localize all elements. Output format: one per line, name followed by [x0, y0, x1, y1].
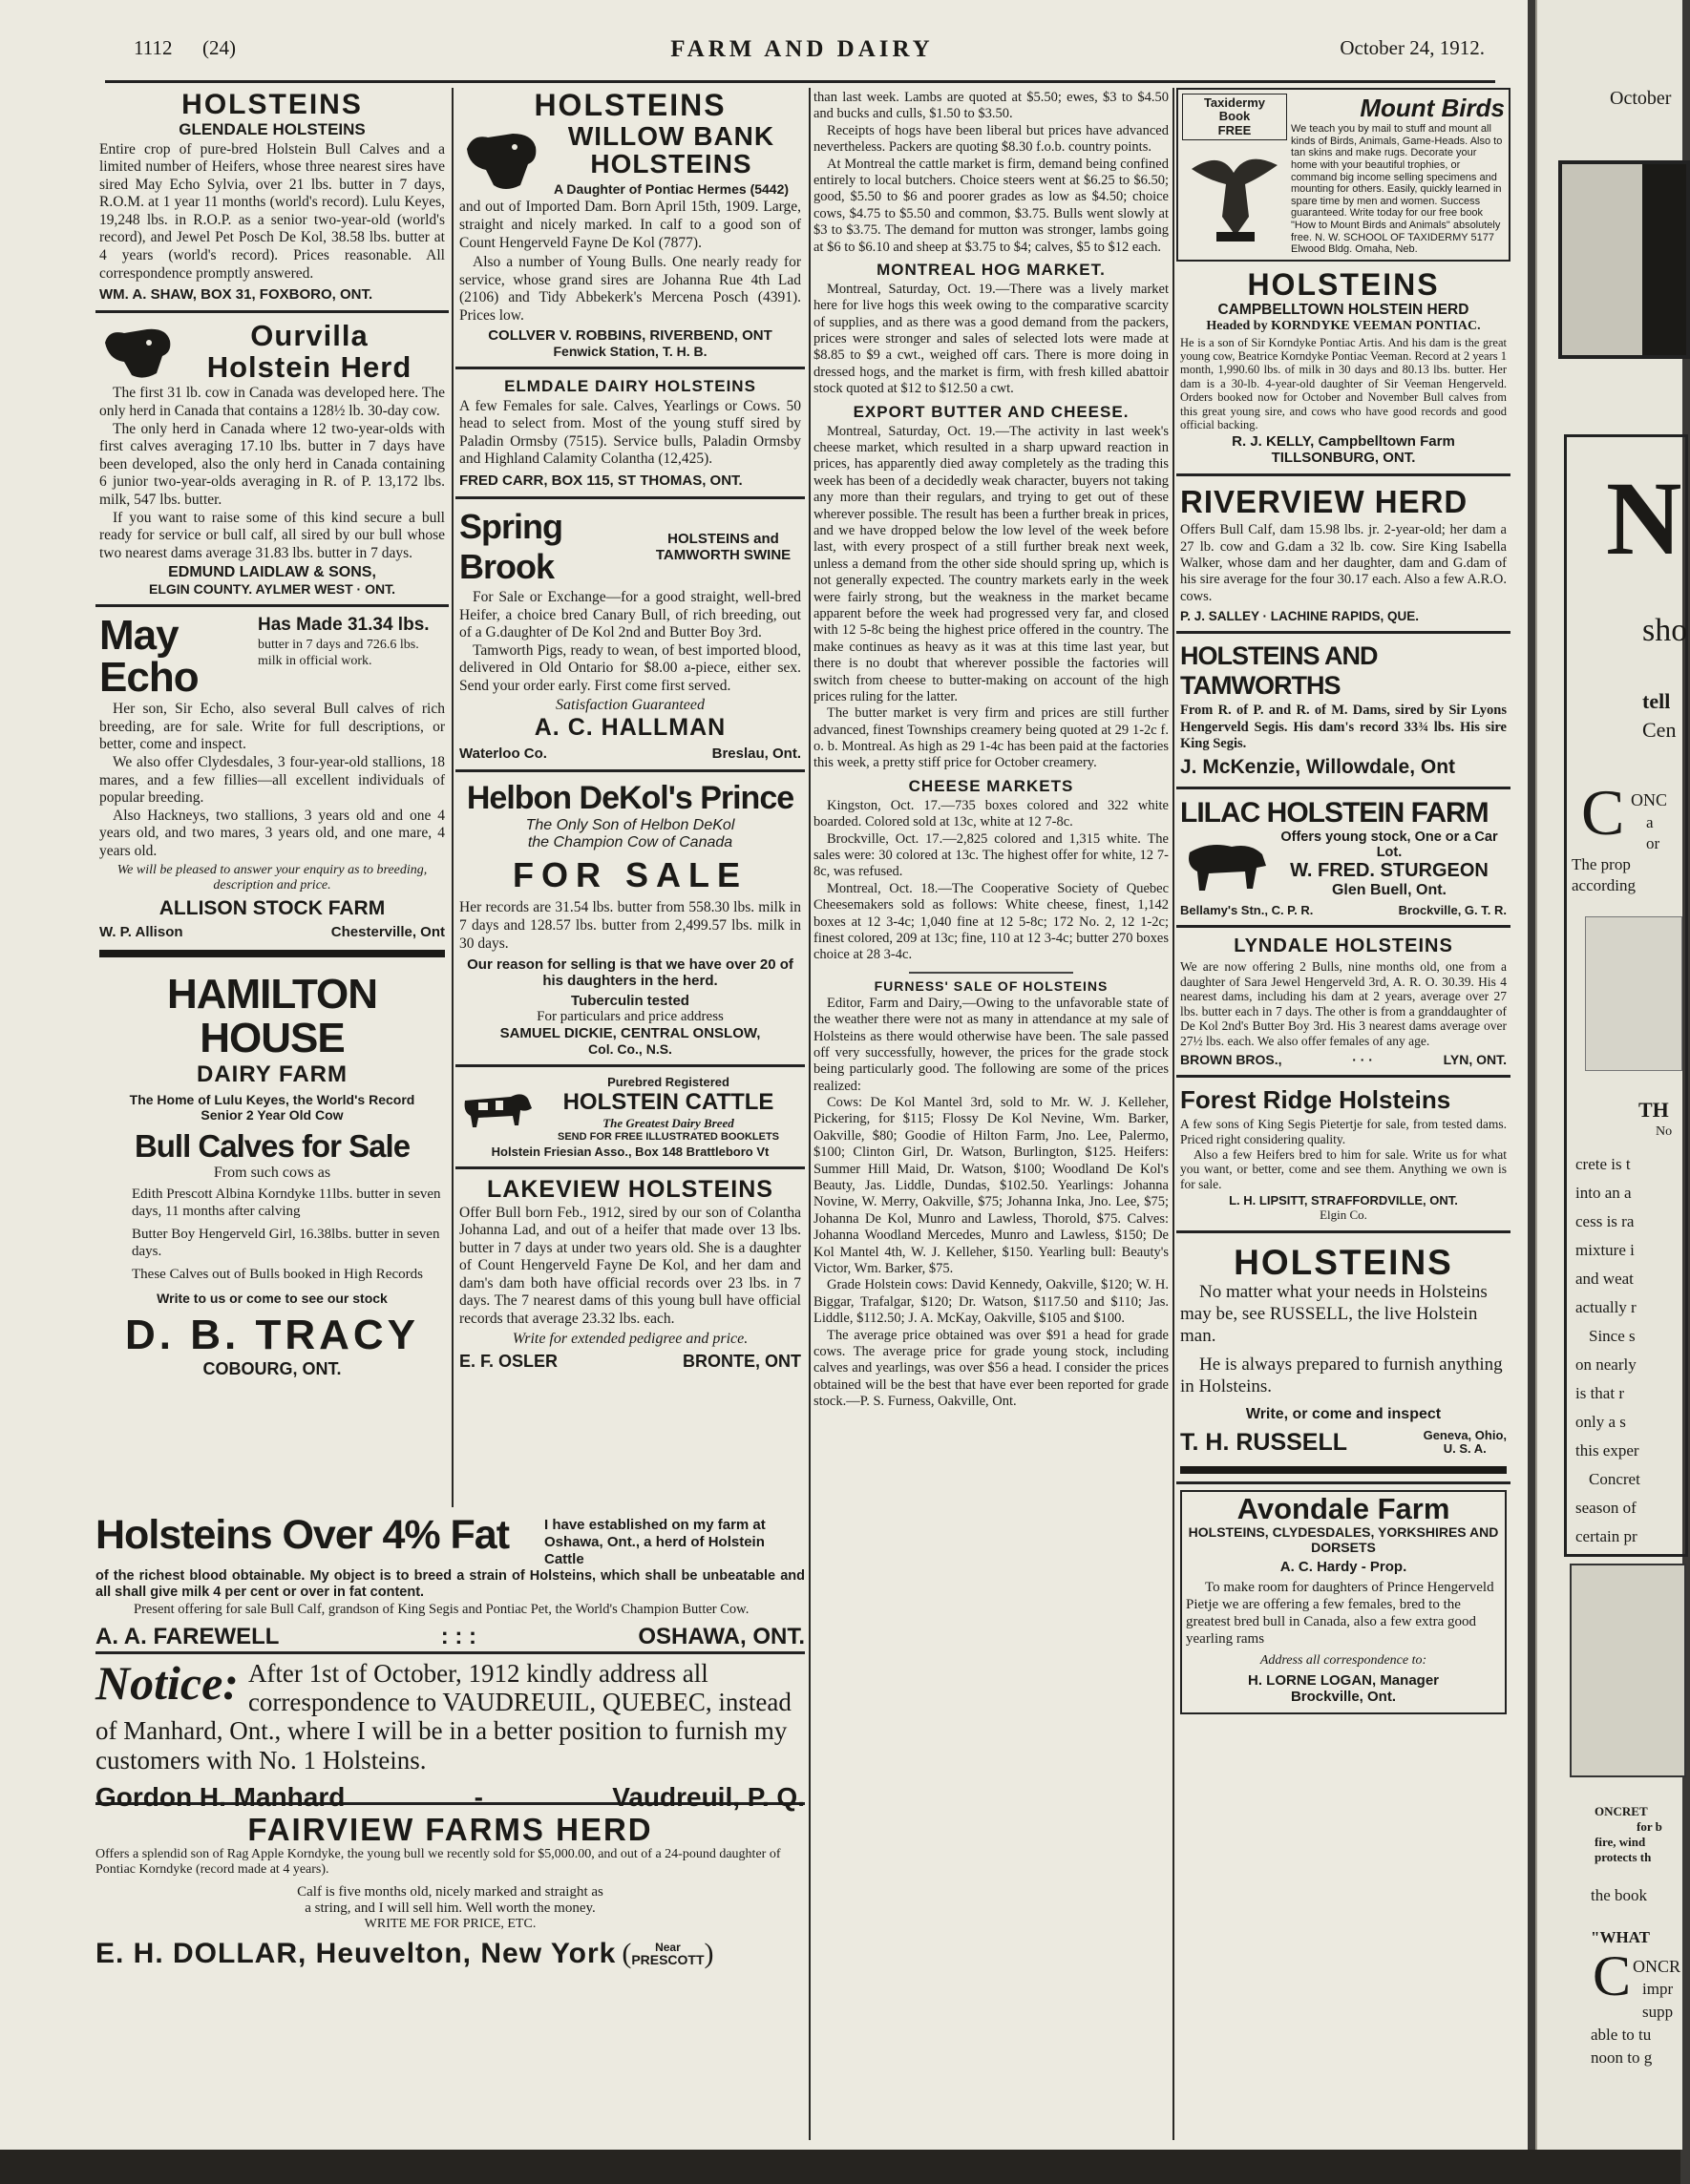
cow-icon	[459, 1083, 536, 1135]
ad-signature: WM. A. SHAW, BOX 31, FOXBORO, ONT.	[99, 286, 373, 304]
adjacent-letter: C	[1593, 1944, 1632, 2007]
adjacent-text: for b	[1637, 1819, 1662, 1834]
ad-tagline: A Daughter of Pontiac Hermes (5442)	[553, 181, 790, 198]
ad-signature: L. H. LIPSITT, STRAFFORDVILLE, ONT.	[1229, 1193, 1458, 1208]
news-paragraph: The average price obtained was over $91 a head for grade cows. The average price for grade young stock, including calves and yearlings, was over $56 a head. I consider the prices obtained will be the best that have ever been reported for grade stock.—P. S. Furness, Oakville, Ont.	[813, 1327, 1169, 1410]
adjacent-text: Cen	[1642, 718, 1677, 742]
adjacent-text: on nearly	[1575, 1355, 1637, 1374]
adjacent-letter: N	[1606, 460, 1682, 577]
adjacent-text: ONC	[1631, 790, 1668, 809]
column-4	[1176, 88, 1510, 2140]
news-heading: CHEESE MARKETS	[908, 776, 1074, 795]
ad-body: Offers a splendid son of Rag Apple Korndyke, the young bull we recently sold for $5,000.00, and out of a 24-pound daughter of Pontiac Korndyke (record made at 4 years).	[95, 1846, 781, 1878]
badge-line: Taxidermy	[1203, 95, 1266, 110]
ad-signature: Brockville, G. T. R.	[1398, 903, 1507, 918]
ad-line: WRITE ME FOR PRICE, ETC.	[364, 1917, 537, 1932]
adjacent-text: season of	[1575, 1499, 1637, 1517]
ad-lakeview	[455, 1175, 805, 1378]
ad-signature: W. P. Allison	[99, 924, 183, 941]
adjacent-letter: C	[1581, 776, 1625, 849]
breeder-location: COBOURG, ONT.	[202, 1358, 342, 1378]
page-number: 1112 (24)	[134, 36, 236, 59]
news-paragraph: Editor, Farm and Dairy,—Owing to the unfavorable state of the weather there were not as many in attendance at my sale of Holsteins as there would otherwise have been. The sale passed off very successfully, however, the prices for the grade stock being particularly good. The following are some of the prices realized:	[813, 995, 1169, 1094]
breeder-location: Glen Buell, Ont.	[1331, 882, 1447, 899]
ad-signature: Holstein Friesian Asso., Box 148 Brattleboro Vt	[491, 1144, 770, 1160]
ad-tagline: Headed by KORNDYKE VEEMAN PONTIAC.	[1206, 318, 1481, 333]
adjacent-text: into an a	[1575, 1184, 1632, 1202]
ad-paragraph: Also a number of Young Bulls. One nearly ready for service, whose grand sires are Johanna Rue 4th Lad (2106) and Tidy Abbekerk's Mercena Posch (4391). Prices low.	[459, 254, 801, 324]
ad-line: From such cows as	[213, 1164, 331, 1181]
ad-subtitle: GLENDALE HOLSTEINS	[179, 119, 366, 138]
ad-russell	[1176, 1239, 1510, 1484]
ad-line: Calf is five months old, nicely marked and straight as	[297, 1884, 603, 1900]
column-1	[95, 88, 449, 1507]
adjacent-text: noon to g	[1591, 2048, 1653, 2067]
ad-title: ELMDALE DAIRY HOLSTEINS	[504, 376, 756, 395]
ad-body: Her records are 31.54 lbs. butter from 558.30 lbs. milk in 7 days and 128.57 lbs. butter from 2,499.57 lbs. milk in 30 days.	[459, 899, 801, 952]
ad-signature: Fenwick Station, T. H. B.	[553, 343, 708, 359]
ad-title: LAKEVIEW HOLSTEINS	[487, 1176, 773, 1204]
ad-signature: Vaudreuil, P. Q.	[612, 1781, 805, 1812]
ad-title: Avondale Farm	[1236, 1491, 1450, 1525]
ad-title: Helbon DeKol's Prince	[466, 780, 794, 817]
news-paragraph: Montreal, Saturday, Oct. 19.—There was a lively market here for live hogs this week owing to the comparative scarcity of supplies, and as there was a good demand from the packers, prices were stronger and sales of selected lots were made at $8.85 to $9 a cwt., weighed off cars. There is more doing in dressed hogs, and the market is firm, with fresh killed abattoir stock quoted at $12 to $12.50 a cwt.	[813, 281, 1169, 397]
ad-title: RIVERVIEW HERD	[1180, 484, 1468, 520]
adjacent-text: crete is t	[1575, 1155, 1631, 1173]
masthead: FARM AND DAIRY	[670, 36, 934, 62]
ad-body: Present offering for sale Bull Calf, grandson of King Segis and Pontiac Pet, the World's Champion Butter Cow.	[134, 1601, 750, 1617]
news-paragraph: The butter market is very firm and prices are still further advanced, finest Townships creamery being quoted at 29 1-2c f. o. b. Montreal. As high as 29 1-4c has been paid at the factories this week, a pretty stiff price for October creamery.	[813, 705, 1169, 771]
ad-title: May Echo	[99, 612, 199, 702]
ad-signature: Gordon H. Manhard	[95, 1781, 346, 1812]
news-paragraph: Grade Holstein cows: David Kennedy, Oakville, $120; W. H. Biggar, Trafalgar, $120; Dr. Watson, $117.50 and $110; Jas. Liddle, $112.50; J. A. McKay, Oakville, $105 and $100.	[813, 1277, 1169, 1327]
adjacent-page-edge	[1535, 0, 1688, 2150]
news-heading: FURNESS' SALE OF HOLSTEINS	[874, 977, 1109, 994]
breeder-location: Geneva, Ohio,	[1423, 1428, 1507, 1443]
adjacent-text: ONCRET	[1595, 1804, 1648, 1818]
ad-paragraph: Also Hackneys, two stallions, 3 years old and one 4 years old, and two mares, 3 years old, and one mare, 4 years old.	[99, 807, 445, 860]
ad-paragraph: If you want to raise some of this kind secure a bull ready for service or bull calf, all sired by our bull whose two nearest dams average 31.83 lbs. butter in 7 days.	[99, 509, 445, 561]
bull-head-icon	[459, 126, 541, 193]
ad-title: Ourvilla	[250, 319, 369, 353]
adjacent-text: only a s	[1575, 1413, 1626, 1431]
ad-body: We are now offering 2 Bulls, nine months old, one from a daughter of Sara Jewel Hengerveld 3rd, A. R. O. 30.39. His 4 nearest dams, including his dam at 2 years, average over 27 lbs. butter each in 7 days. The other is from a granddaughter of De Kol 2nd's Butter Boy 3rd. His 3 nearest dams average over 27½ lbs. each. We also offer females of any age.	[1180, 959, 1507, 1048]
news-paragraph: Montreal, Saturday, Oct. 19.—The activity in last week's cheese market, which resulted in a sharp upward reaction in prices, has apparently died away completely as the trading this week has been of a decidedly weak character, buyers not taking any more than their regulars, and trying to get out of these wherever possible. The result has been a further break in prices, and we have dropped below the low level of the week before last, with every prospect of a still further break next week, unless a demand from the other side should spring up, which is not generally expected. The country markets early in the week were fairly strong, but the weakness in the market became apparent before the week had progressed very far, and closed with 12 5-8c being the highest price offered in the country. The make continues as heavy as it was at this time last year, but there is no doubt that wherever possible the factories will switch from cheese to butter-making on account of the high prices ruling for the latter.	[813, 423, 1169, 704]
ad-subtitle: I have established on my farm at Oshawa, Ont., a herd of Holstein Cattle	[544, 1517, 766, 1567]
ad-title: HOLSTEINS	[1247, 267, 1440, 303]
ad-subtitle: WILLOW BANK	[567, 120, 775, 151]
ad-lilac	[1176, 795, 1510, 928]
ad-title: Holstein Herd	[206, 349, 412, 384]
ad-signature: P. J. SALLEY · LACHINE RAPIDS, QUE.	[1180, 609, 1420, 624]
ad-tagline: The Home of Lulu Keyes, the World's Record Senior 2 Year Old Cow	[129, 1091, 415, 1123]
ad-title: Forest Ridge Holsteins	[1180, 1085, 1451, 1115]
ad-body: Entire crop of pure-bred Holstein Bull Calves and a limited number of Heifers, whose three nearest sires have sired May Echo Sylvia, over 21 lbs. butter in 7 days, R.O.M. at 1 year 11 months (world's record). Lulu Keyes, 19,248 lbs. in R.O.P. as a senior two-year-old (world's record), and Jewel Pet Posch De Kol, 38.58 lbs. butter at 4 years (world's record). Prices reasonable. All correspondence promptly answered.	[99, 140, 445, 282]
ad-signature: Elgin Co.	[1320, 1208, 1367, 1223]
adjacent-text: Concret	[1589, 1470, 1640, 1488]
breeder-location: U. S. A.	[1443, 1441, 1487, 1457]
cow-head-icon	[99, 324, 174, 381]
breeder-name: D. B. TRACY	[125, 1311, 419, 1358]
ad-title: FAIRVIEW FARMS HERD	[247, 1812, 653, 1847]
ad-paragraph: The first 31 lb. cow in Canada was developed here. The only herd in Canada that contains a 128½ lb. 30-day cow.	[99, 385, 445, 419]
ad-subtitle: Purebred Registered	[607, 1075, 729, 1090]
ad-signature: TILLSONBURG, ONT.	[1271, 450, 1416, 467]
scan-bottom-edge	[0, 2150, 1680, 2184]
ad-subtitle: HOLSTEINS and	[667, 530, 779, 547]
ad-lyndale	[1176, 934, 1510, 1078]
ad-mayecho	[95, 613, 449, 965]
column-rule	[809, 88, 811, 2140]
ad-title: LYNDALE HOLSTEINS	[1234, 935, 1453, 957]
ad-signature: BROWN BROS.,	[1180, 1052, 1282, 1068]
ad-paragraph: We also offer Clydesdales, 3 four-year-old stallions, 18 mares, and a few fillies—all excellent individuals of popular breeding.	[99, 754, 445, 807]
ad-signature: SAMUEL DICKIE, CENTRAL ONSLOW,	[499, 1025, 761, 1042]
ad-title: HOLSTEIN CATTLE	[562, 1089, 774, 1116]
column-3-market-news	[813, 88, 1169, 2140]
issue-date: October 24, 1912.	[1340, 36, 1485, 59]
ad-note: Write for extended pedigree and price.	[512, 1330, 749, 1347]
ad-signature: H. LORNE LOGAN, Manager	[1247, 1672, 1440, 1690]
ad-forest-ridge	[1176, 1083, 1510, 1233]
ad-title: HOLSTEINS	[181, 89, 363, 120]
ad-headline: Bull Calves for Sale	[134, 1127, 411, 1164]
adjacent-text: and weat	[1575, 1270, 1634, 1288]
ad-paragraph: For Sale or Exchange—for a good straight, well-bred Heifer, a choice bred Canary Bull, of rich breeding, out of a G.daughter of De Kol 2nd and Butter Boy 3rd.	[459, 588, 801, 641]
adjacent-illustration	[1570, 1564, 1686, 1777]
header-rule	[105, 80, 1495, 83]
ad-paragraph: A few sons of King Segis Pietertje for sale, from tested dams. Priced right considering quality.	[1180, 1117, 1507, 1146]
ad-title: HOLSTEINS	[1234, 1243, 1453, 1283]
ad-line: Our reason for selling is that we have over 20 of his daughters in the herd.	[467, 956, 793, 990]
adjacent-text: according	[1572, 876, 1637, 894]
adjacent-text: impr	[1642, 1980, 1674, 1998]
adjacent-text: a	[1646, 813, 1654, 831]
column-2	[455, 88, 805, 1507]
ad-tagline: The Greatest Dairy Breed	[602, 1116, 734, 1131]
ad-farewell	[95, 1513, 805, 1654]
ad-line: Tuberculin tested	[571, 993, 689, 1010]
news-heading: MONTREAL HOG MARKET.	[877, 260, 1106, 279]
ad-signature: Breslau, Ont.	[711, 746, 801, 763]
adjacent-text: is that r	[1575, 1384, 1624, 1402]
ad-tagline: Offers young stock, One or a Car Lot.	[1280, 830, 1498, 861]
ad-divider: -	[474, 1781, 483, 1812]
breeder-name: A. C. HALLMAN	[534, 714, 727, 742]
ad-spring-brook	[455, 505, 805, 773]
ad-body: Offer Bull born Feb., 1912, sired by our son of Colantha Johanna Lad, and out of a heifer that made over 13 lbs. butter in 7 days at under two years old. She is a daughter of Count Hengerveld Fayne De Kol, and her dam and dam's dam both have official records over 23 lbs. in 7 days. The 7 nearest dams of this young bull have official records that average 23.32 lbs. each.	[459, 1204, 801, 1328]
ad-paragraph: Tamworth Pigs, ready to wean, of best imported blood, delivered in Old Ontario for $8.00 a-piece, either sex. Send your order early. First come first served.	[459, 641, 801, 694]
adjacent-text: ONCR	[1633, 1957, 1681, 1976]
breeder-name: T. H. RUSSELL	[1180, 1428, 1348, 1456]
ad-title: Spring Brook	[459, 506, 562, 586]
ad-signature: COLLVER V. ROBBINS, RIVERBEND, ONT	[488, 326, 772, 344]
news-paragraph: Kingston, Oct. 17.—735 boxes colored and 322 white boarded. Colored sold at 13c, white at 12 7-8c.	[813, 797, 1169, 830]
ad-signature: LYN, ONT.	[1443, 1052, 1507, 1068]
ad-hamilton-house	[95, 971, 449, 1386]
ad-riverview	[1176, 482, 1510, 634]
adjacent-text: fire, wind	[1595, 1835, 1646, 1849]
eagle-icon	[1182, 140, 1285, 245]
adjacent-text: "WHAT	[1591, 1928, 1651, 1946]
ad-signature: Chesterville, Ont	[330, 924, 445, 941]
ad-body: and out of Imported Dam. Born April 15th, 1909. Large, straight and nicely marked. In calf to a good son of Count Hengerveld Fayne De Kol (7877).	[459, 199, 801, 251]
ad-line: Write, or come and inspect	[1245, 1405, 1442, 1422]
ad-signature: J. McKenzie, Willowdale, Ont	[1180, 756, 1456, 779]
ad-taxidermy	[1176, 88, 1510, 262]
ad-signature: OSHAWA, ONT.	[638, 1624, 805, 1650]
adjacent-text: Since s	[1589, 1327, 1636, 1345]
ad-body: To make room for daughters of Prince Hengerveld Pietje we are offering a few females, bred to the greatest bred bull in Canada, also a few extra good yearling rams	[1186, 1580, 1494, 1648]
ad-owner: A. C. Hardy - Prop.	[1279, 1559, 1407, 1576]
ad-paragraph: Her son, Sir Echo, also several Bull calves of rich breeding, are for sale. Write for full descriptions, or better, come and inspect.	[99, 701, 445, 753]
ad-signature: Bellamy's Stn., C. P. R.	[1180, 903, 1314, 918]
ad-title: HOLSTEINS	[534, 88, 727, 122]
ad-holstein-cattle	[455, 1073, 805, 1169]
for-sale-label: FOR SALE	[512, 855, 748, 895]
adjacent-text: mixture i	[1575, 1241, 1635, 1259]
ad-title: Mount Birds	[1360, 94, 1505, 122]
ad-title: LILAC HOLSTEIN FARM	[1180, 797, 1489, 830]
ad-signature: E. H. DOLLAR, Heuvelton, New York	[95, 1938, 617, 1970]
ad-campbelltown	[1176, 267, 1510, 476]
ad-signature: Brockville, Ont.	[1290, 1689, 1397, 1706]
news-heading: EXPORT BUTTER AND CHEESE.	[853, 402, 1130, 421]
adjacent-text: or	[1646, 834, 1660, 852]
news-paragraph: Cows: De Kol Mantel 3rd, sold to Mr. W. J. Kelleher, Pickering, for $115; Flossy De Kol Nevine, Wm. Barker, Oakville, $80; Goodie of Hilton Farm, Jno. Lee, Palermo, $100; Clinton Girl, Dr. Watson, Burlington, $125. Heifers: Summer Hill Maid, Dr. Watson, $100; Woodland De Kol's Beauty, Jas. Liddle, Dundas, $102.50. Yearlings: Johanna Novine, W. Merry, Oakville, $75; Johanna Inka, Jno. Lee, $75; Johanna De Kol, Munro and Lawless, Thorold, $75. Calves: Johanna Woodland Mercedes, Munro and Lawless, $150; De Kol Mantel 4th, W. J. Kelleher, $150. Yearling bull: Beauty's Victor, Wm. Barker, $75.	[813, 1095, 1169, 1276]
adjacent-banner	[1558, 160, 1690, 359]
ad-divider: : : :	[440, 1624, 477, 1650]
separator	[909, 972, 1073, 974]
adjacent-illustration	[1585, 916, 1682, 1071]
ad-line: Write to us or come to see our stock	[157, 1290, 388, 1306]
ad-subtitle: DAIRY FARM	[196, 1060, 348, 1087]
adjacent-text: this exper	[1575, 1441, 1639, 1460]
ad-subtitle: CAMPBELLTOWN HOLSTEIN HERD	[1217, 301, 1469, 318]
adjacent-text: protects th	[1595, 1850, 1652, 1864]
adjacent-text: No	[1656, 1124, 1673, 1139]
ad-title: HOLSTEINS AND TAMWORTHS	[1180, 641, 1378, 701]
ad-title: HAMILTON HOUSE	[166, 971, 378, 1062]
prescott-label: PRESCOTT	[631, 1952, 705, 1968]
news-paragraph: Brockville, Oct. 17.—2,825 colored and 1,315 white. The sales were: 30 colored at 13c. The highest offer for white, 12 7-8c, was refused.	[813, 830, 1169, 880]
ad-body: We teach you by mail to stuff and mount all kinds of Birds, Animals, Game-Heads. Also to tan skins and make rugs. Decorate your home with your beautiful trophies, or command big income selling specimens and mounting for others. Easily, quickly learned in spare time by men and women. Success guaranteed. Write today for our free book "How to Mount Birds and Animals" absolutely free. N. W. SCHOOL OF TAXIDERMY 5177 Elwood Bldg. Omaha, Neb.	[1291, 123, 1503, 256]
ad-signature: E. F. OSLER	[459, 1351, 559, 1371]
ad-line: For particulars and price address	[537, 1009, 724, 1025]
pedigree-line: Edith Prescott Albina Korndyke 11lbs. butter in seven days, 11 months after calving	[132, 1186, 441, 1219]
adjacent-text: actually r	[1575, 1298, 1637, 1316]
breeder-name: W. FRED. STURGEON	[1290, 860, 1489, 882]
ad-signature: A. A. FAREWELL	[95, 1624, 280, 1650]
pedigree-line: Butter Boy Hengerveld Girl, 16.38lbs. butter in seven days.	[132, 1226, 440, 1259]
adjacent-text: The prop	[1572, 855, 1631, 873]
ad-signature: Waterloo Co.	[459, 746, 547, 763]
ad-body: butter in 7 days and 726.6 lbs. milk in official work.	[258, 638, 419, 669]
adjacent-text: cess is ra	[1575, 1212, 1635, 1230]
badge-line: FREE	[1217, 122, 1252, 137]
ad-subtitle: Has Made 31.34 lbs.	[258, 615, 430, 636]
ad-body: Offers Bull Calf, dam 15.98 lbs. jr. 2-year-old; her dam a 27 lb. cow and G.dam a 32 lb. cow. Sire King Isabella Walker, whose dam and her daughter, dam and G.dam of his sire average for the four 30.17 each. Also a few A.R.O. cows.	[1180, 522, 1507, 604]
ad-subtitle: HOLSTEINS	[590, 148, 752, 178]
ad-signature: BRONTE, ONT	[683, 1351, 801, 1371]
near-label: Near	[655, 1941, 681, 1955]
ad-notice	[95, 1656, 805, 1812]
ad-body: From R. of P. and R. of M. Dams, sired by Sir Lyons Hengerveld Segis. His dam's record 33¾ lbs. His sire King Segis.	[1180, 703, 1507, 751]
news-paragraph: Receipts of hogs have been liberal but prices have advanced nevertheless. Packers are quoting $8.30 f.o.b. country points.	[813, 122, 1169, 156]
news-paragraph: At Montreal the cattle market is firm, demand being confined entirely to local butchers. Choice steers went at $6.25 to $6.50; good, $5.50 to $6 and poorer grades as low as $4.50; choice cows, $4.75 to $5.50 and common, $3.75. Bulls went slowly at $3 to $3.75. The demand for mutton was stronger, lambs going at $6 to $6.10 and sheep at $3.75 to $4; calves, $5 to $12 each.	[813, 156, 1169, 255]
ad-helbon	[455, 778, 805, 1067]
ad-mckenzie	[1176, 640, 1510, 789]
ad-tagline: the Champion Cow of Canada	[527, 834, 733, 851]
ad-body: After 1st of October, 1912 kindly address all correspondence to VAUDREUIL, QUEBEC, instead of Manhard, Ont., where I will be in a better position to furnish my customers with No. 1 Holsteins.	[95, 1659, 792, 1774]
ad-tagline: SEND FOR FREE ILLUSTRATED BOOKLETS	[557, 1131, 780, 1144]
ad-ourvilla	[95, 319, 449, 607]
bull-icon	[1180, 833, 1272, 896]
ad-body: He is always prepared to furnish anything in Holsteins.	[1180, 1354, 1503, 1397]
column-rule	[452, 88, 454, 1507]
ad-elmdale	[455, 375, 805, 499]
ad-note: Satisfaction Guaranteed	[556, 697, 705, 714]
ad-signature: ELGIN COUNTY. AYLMER WEST · ONT.	[149, 581, 395, 598]
ad-body: of the richest blood obtainable. My object is to breed a strain of Holsteins, which shall be unbeatable and all shall give milk 4 per cent or over in fat content.	[95, 1568, 805, 1601]
adjacent-text: the book	[1591, 1886, 1648, 1904]
ad-signature: R. J. KELLY, Campbelltown Farm	[1232, 433, 1455, 451]
ad-title: Holsteins Over 4% Fat	[95, 1512, 510, 1558]
ad-glendale	[95, 88, 449, 313]
ad-title: Notice:	[95, 1656, 239, 1710]
adjacent-text: able to tu	[1591, 2026, 1652, 2044]
pedigree-line: These Calves out of Bulls booked in High Records	[132, 1266, 423, 1282]
adjacent-text: TH	[1638, 1098, 1669, 1122]
adjacent-text: sho	[1642, 613, 1688, 648]
farm-name: ALLISON STOCK FARM	[158, 897, 386, 920]
adjacent-text: tell	[1642, 689, 1671, 713]
ad-paragraph: Also a few Heifers bred to him for sale. Write us for what you want, or better, come and see them. Anything we own is for sale.	[1180, 1146, 1507, 1191]
double-rule	[1180, 1466, 1507, 1474]
adjacent-header: October	[1610, 88, 1672, 109]
ad-divider: · · ·	[1352, 1052, 1373, 1068]
ad-line: a string, and I will sell him. Well worth the money.	[305, 1900, 596, 1917]
ad-note: Address all correspondence to:	[1259, 1653, 1427, 1669]
ad-willow-bank	[455, 88, 805, 369]
double-rule	[99, 950, 445, 957]
badge-line: Book	[1218, 109, 1251, 124]
ad-avondale	[1180, 1490, 1507, 1715]
ad-body: No matter what your needs in Holsteins may be, see RUSSELL, the live Holstein man.	[1180, 1281, 1488, 1346]
ad-subtitle: TAMWORTH SWINE	[655, 546, 792, 563]
ad-signature: Col. Co., N.S.	[588, 1041, 672, 1058]
ad-signature: FRED CARR, BOX 115, ST THOMAS, ONT.	[459, 472, 743, 489]
news-paragraph: Montreal, Oct. 18.—The Cooperative Society of Quebec Cheesemakers sold as follows: White cheese, finest, 1,142 boxes at 12 3-4c; 1,040 fine at 12 5-8c; 172 No. 2, 12 1-2c; finest colored, 209 at 13c; fine, 110 at 12 3-4c; butter 270 boxes choice at 28 3-4c.	[813, 880, 1169, 963]
adjacent-text: certain pr	[1575, 1527, 1637, 1545]
ad-body: A few Females for sale. Calves, Yearlings or Cows. 50 head to select from. Most of the young stuff sired by Paladin Ormsby (7515). Service bulls, Paladin Ormsby and Highland Calamity Colantha (12,425).	[459, 397, 801, 468]
ad-signature: EDMUND LAIDLAW & SONS,	[168, 564, 376, 581]
adjacent-text: supp	[1642, 2003, 1674, 2021]
column-rule	[1172, 88, 1174, 2140]
ad-tagline: The Only Son of Helbon DeKol	[525, 817, 735, 834]
ad-subtitle: HOLSTEINS, CLYDESDALES, YORKSHIRES AND DORSETS	[1188, 1524, 1499, 1556]
ad-paragraph: The only herd in Canada where 12 two-year-olds with first calves averaging 17.10 lbs. butter in 7 days have been developed, also the only herd in Canada containing 6 junior two-year-olds averaging in R. of P. 13,172 lbs. milk, 547 lbs. butter.	[99, 420, 445, 508]
news-paragraph: than last week. Lambs are quoted at $5.50; ewes, $3 to $4.50 and bucks and culls, $1.50 to $3.50.	[813, 90, 1169, 122]
ad-fairview: FAIRVIEW FARMS HERD Offers a splendid son of Rag Apple Korndyke, the young bull we recently sold for $5,000.00, and out of a 24-pound daughter of Pontiac Korndyke (record made at 4 years). Calf is five months old, nicely marked and straight as a string, and I will sell him. Well worth the money. WRITE ME FOR PRICE, ETC. E. H. DOLLAR, Heuvelton, New York ( Near PRESCOTT )	[95, 1812, 805, 2003]
ad-body: He is a son of Sir Korndyke Pontiac Artis. And his dam is the great young cow, Beatrice Korndyke Pontiac Veeman. Record at 2 years 1 month, 1,990.60 lbs. of milk in 30 days and 80.13 lbs. butter. Her dam is a 30-lb. 4-year-old daughter of Sir Veeman Hengerveld. Orders booked now for October and November Bull calves from this great young sire, and cows who have good records and good official backing.	[1180, 335, 1507, 431]
ad-note: We will be pleased to answer your enquiry as to breeding, description and price.	[116, 862, 428, 893]
